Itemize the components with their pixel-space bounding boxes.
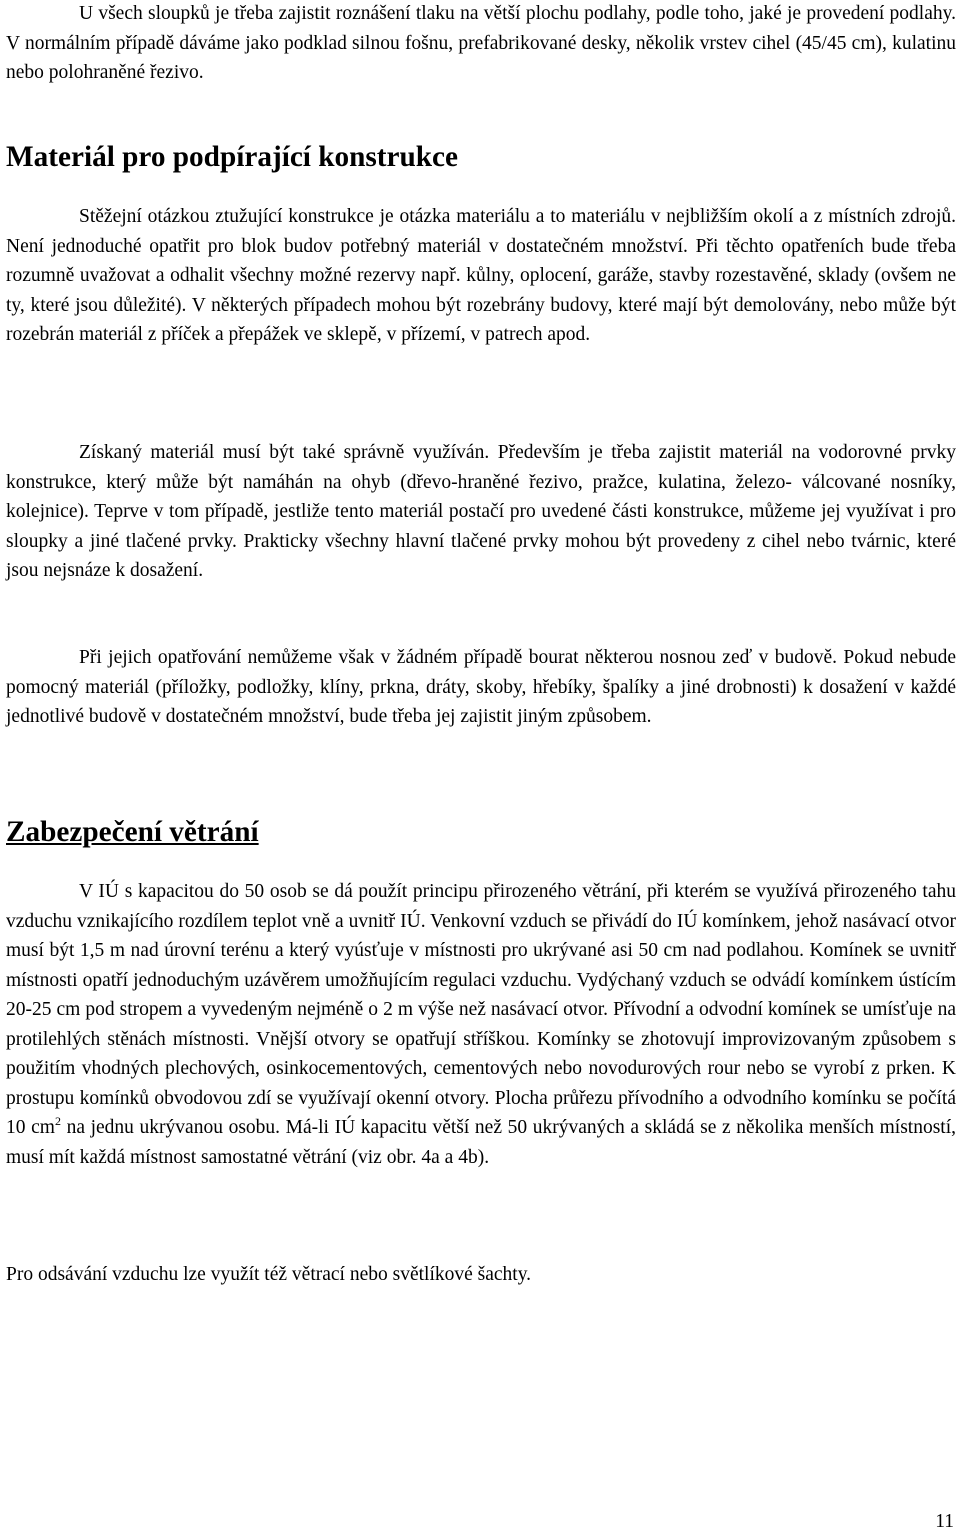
ventilation-text-part-2: na jednu ukrývanou osobu. Má-li IÚ kapacitu větší než 50 ukrývaných a skládá se z několika menších místností, musí mít každá místnost samostatné větrání (viz obr. 4a a 4b). xyxy=(6,1117,957,1168)
material-paragraph-3: Při jejich opatřování nemůžeme však v žádném případě bourat některou nosnou zeď v budově. Pokud nebude pomocný materiál (příložky, podložky, klíny, prkna, dráty, skoby, hřebíky, špalíky a jiné drobnosti) k dosažení v každé jednotlivé budově v dostatečném množství, bude třeba jej zajistit jiným způsobem. xyxy=(6,647,956,727)
material-paragraph-2: Získaný materiál musí být také správně využíván. Především je třeba zajistit materiál na vodorovné prvky konstrukce, který může být namáhán na ohyb (dřevo-hraněné řezivo, pražce, kulatina, železo- válcované nosníky, kolejnice). Teprve v tom případě, jestliže tento materiál postačí pro uvedené části konstrukce, můžeme jej využívat i pro sloupky a jiné tlačené prvky. Prakticky všechny hlavní tlačené prvky mohou být provedeny z cihel nebo tvárnic, které jsou nejsnáze k dosažení. xyxy=(6,442,956,581)
ventilation-text-part-1: V IÚ s kapacitou do 50 osob se dá použít principu přirozeného větrání, při kterém se využívá přirozeného tahu vzduchu vznikajícího rozdílem teplot vně a uvnitř IÚ. Venkovní vzduch se přivádí do IÚ komínkem, jehož nasávací otvor musí být 1,5 m nad úrovní terénu a který vyúsťuje v místnosti pro ukrývané asi 50 cm nad podlahou. Komínek se uvnitř místnosti opatří jednoduchým uzávěrem umožňujícím regulaci vzduchu. Vydýchaný vzduch se odvádí komínkem ústícím 20-25 cm pod stropem a vyvedeným nejméně o 2 m výše než nasávací otvor. Přívodní a odvodní komínek se umísťuje na protilehlých stěnách místnosti. Vnější otvory se opatřují stříškou. Komínky se zhotovují improvizovaným způsobem s použitím vhodných plechových, osinkocementových, cementových nebo novodurových rour nebo se vyrobí z prken. K prostupu komínků obvodovou zdí se využívají okenní otvory. Plocha průřezu přívodního a odvodního komínku se počítá 10 cm xyxy=(6,881,956,1138)
ventilation-paragraph-1 xyxy=(6,877,956,1172)
intro-paragraph: U všech sloupků je třeba zajistit roznášení tlaku na větší plochu podlahy, podle toho, jaké je provedení podlahy. V normálním případě dáváme jako podklad silnou fošnu, prefabrikované desky, několik vrstev cihel (45/45 cm), kulatinu nebo polohraněné řezivo. xyxy=(6,3,956,83)
section-heading-ventilation: Zabezpečení větrání xyxy=(6,816,259,848)
page-number: 11 xyxy=(935,1511,954,1532)
ventilation-paragraph-2: Pro odsávání vzduchu lze využít též větrací nebo světlíkové šachty. xyxy=(6,1264,532,1285)
section-heading-material: Materiál pro podpírající konstrukce xyxy=(6,141,459,173)
material-paragraph-1: Stěžejní otázkou ztužující konstrukce je otázka materiálu a to materiálu v nejbližším okolí a z místních zdrojů. Není jednoduché opatřit pro blok budov potřebný materiál v dostatečném množství. Při těchto opatřeních bude třeba rozumně uvažovat a odhalit všechny možné rezervy např. kůlny, oplocení, garáže, stavby rozestavěné, sklady (ovšem ne ty, které jsou důležité). V některých případech mohou být rozebrány budovy, které mají být demolovány, nebo může být rozebrán materiál z příček a přepážek ve sklepě, v přízemí, v patrech apod. xyxy=(6,206,956,345)
superscript-exponent: 2 xyxy=(54,1114,61,1128)
